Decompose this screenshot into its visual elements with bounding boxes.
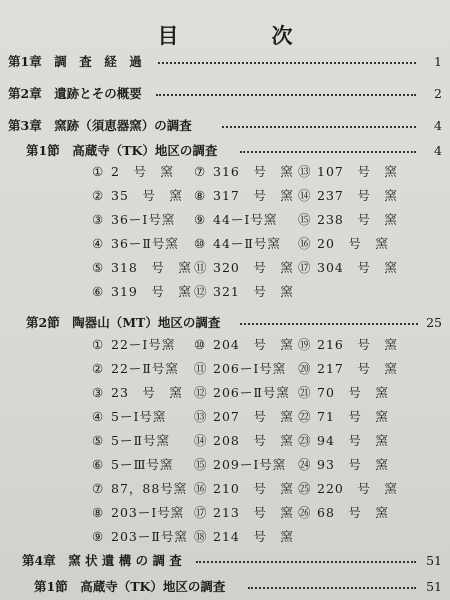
toc-entry-page: 51 — [426, 553, 442, 568]
kiln-item: ⑧ 317 号 窯 — [194, 188, 294, 203]
kiln-item: ⑦ 87，88号窯 — [92, 481, 188, 496]
toc-entry-page: 25 — [426, 315, 442, 330]
kiln-item: ⑨ 203ーⅡ号窯 — [92, 529, 188, 544]
toc-entry-section-4-1 — [0, 578, 450, 596]
toc-entry-label: 第1節 高蔵寺（TK）地区の調査 — [34, 579, 226, 594]
kiln-item: ⑩ 44ーⅡ号窯 — [194, 236, 281, 251]
toc-entry-page: 2 — [434, 86, 442, 101]
toc-entry-label: 第2節 陶器山（MT）地区の調査 — [26, 315, 221, 330]
toc-entry-label: 第1節 高蔵寺（TK）地区の調査 — [26, 143, 218, 158]
kiln-item: ⑭ 208 号 窯 — [194, 433, 294, 448]
page-title: 目 次 — [157, 23, 329, 48]
kiln-item: ⑬ 107 号 窯 — [298, 164, 398, 179]
kiln-item: ⑬ 207 号 窯 — [194, 409, 294, 424]
kiln-item: ⑯ 210 号 窯 — [194, 481, 294, 496]
kiln-item: ⑩ 204 号 窯 — [194, 337, 294, 352]
kiln-item: ④ 5ーⅠ号窯 — [92, 409, 167, 424]
kiln-item: ⑥ 5ーⅢ号窯 — [92, 457, 174, 472]
toc-entry-page: 1 — [434, 54, 442, 69]
kiln-item: ⑧ 203ーⅠ号窯 — [92, 505, 185, 520]
toc-entry-label: 第2章 遺跡とその概要 — [8, 86, 142, 101]
toc-entry-chapter-4 — [0, 552, 450, 570]
kiln-item: ㉕ 220 号 窯 — [298, 481, 398, 496]
kiln-item: ⑫ 321 号 窯 — [194, 284, 294, 299]
leader-dots — [248, 587, 416, 589]
kiln-item: ⑤ 318 号 窯 — [92, 260, 192, 275]
kiln-item: ⑭ 237 号 窯 — [298, 188, 398, 203]
toc-entry-page: 4 — [434, 143, 442, 158]
kiln-item: ㉒ 71 号 窯 — [298, 409, 389, 424]
kiln-item: ③ 36ーⅠ号窯 — [92, 212, 176, 227]
toc-entry-label: 第3章 窯跡（須恵器窯）の調査 — [8, 118, 192, 133]
kiln-item: ⑰ 213 号 窯 — [194, 505, 294, 520]
kiln-item: ⑤ 5ーⅡ号窯 — [92, 433, 170, 448]
kiln-item: ③ 23 号 窯 — [92, 385, 183, 400]
kiln-item: ⑮ 238 号 窯 — [298, 212, 398, 227]
kiln-item: ⑯ 20 号 窯 — [298, 236, 389, 251]
kiln-item: ⑰ 304 号 窯 — [298, 260, 398, 275]
kiln-item: ⑪ 320 号 窯 — [194, 260, 294, 275]
kiln-item: ⑳ 217 号 窯 — [298, 361, 398, 376]
kiln-item: ⑥ 319 号 窯 — [92, 284, 192, 299]
kiln-item: ㉖ 68 号 窯 — [298, 505, 389, 520]
kiln-item: ⑫ 206ーⅡ号窯 — [194, 385, 290, 400]
toc-entry-page: 4 — [434, 118, 442, 133]
kiln-item: ⑮ 209ーⅠ号窯 — [194, 457, 287, 472]
kiln-item: ① 2 号 窯 — [92, 164, 174, 179]
toc-entry-page: 51 — [426, 579, 442, 594]
kiln-item: ② 35 号 窯 — [92, 188, 183, 203]
kiln-item: ④ 36ーⅡ号窯 — [92, 236, 179, 251]
kiln-item: ⑦ 316 号 窯 — [194, 164, 294, 179]
kiln-item: ② 22ーⅡ号窯 — [92, 361, 179, 376]
leader-dots — [196, 561, 416, 563]
kiln-item: ⑲ 216 号 窯 — [298, 337, 398, 352]
kiln-item: ① 22ーⅠ号窯 — [92, 337, 176, 352]
kiln-item: ⑱ 214 号 窯 — [194, 529, 294, 544]
kiln-item: ㉔ 93 号 窯 — [298, 457, 389, 472]
kiln-item: ⑨ 44ーⅠ号窯 — [194, 212, 278, 227]
toc-entry-label: 第1章 調 査 経 過 — [8, 54, 142, 69]
kiln-item: ㉑ 70 号 窯 — [298, 385, 389, 400]
toc-entry-label: 第4章 窯 状 遺 構 の 調 査 — [22, 553, 182, 568]
kiln-item: ⑪ 206ーⅠ号窯 — [194, 361, 287, 376]
kiln-item: ㉓ 94 号 窯 — [298, 433, 389, 448]
